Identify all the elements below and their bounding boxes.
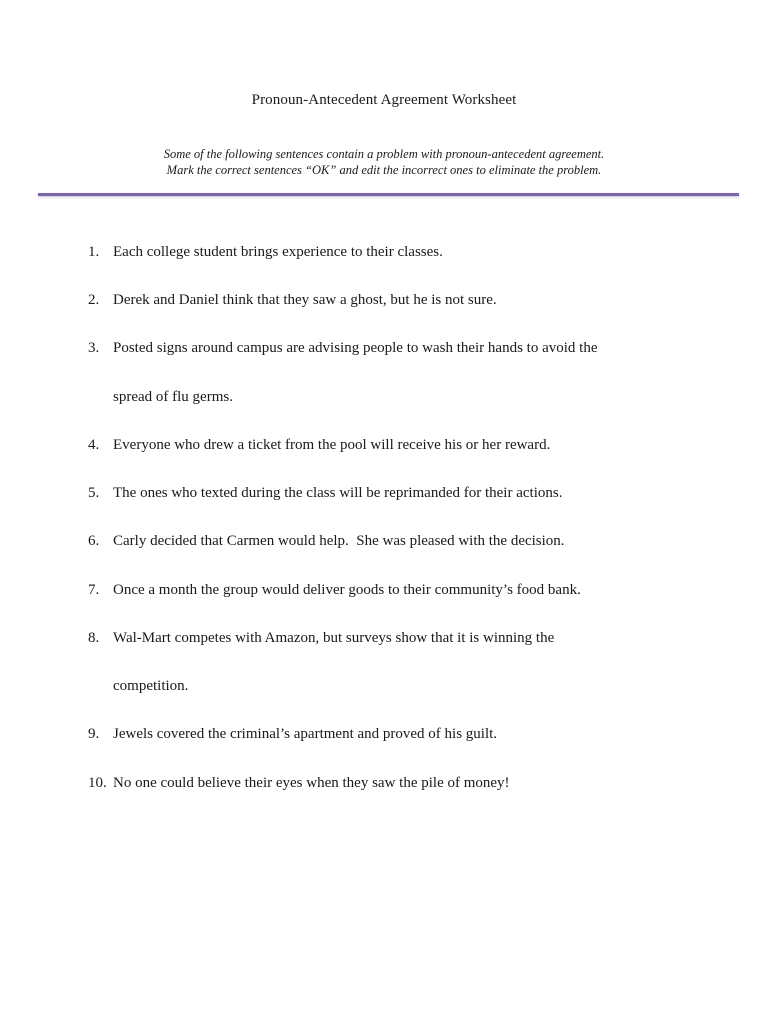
list-item — [0, 228, 768, 276]
item-sentence-line-1: No one could believe their eyes when they saw the pile of money! — [113, 774, 510, 791]
item-sentence-line-2: spread of flu germs. — [113, 388, 233, 405]
list-item — [0, 469, 768, 517]
item-sentence-line-1: Wal-Mart competes with Amazon, but surveys show that it is winning the — [113, 629, 555, 646]
item-number: 5. — [88, 485, 100, 502]
item-sentence-line-1: The ones who texted during the class will be reprimanded for their actions. — [113, 485, 563, 502]
list-item — [0, 421, 768, 469]
list-item — [0, 566, 768, 614]
list-item — [0, 759, 768, 807]
item-sentence — [113, 614, 673, 711]
item-sentence-line-1: Everyone who drew a ticket from the pool will receive his or her reward. — [113, 436, 551, 453]
item-sentence-line-2: competition. — [113, 678, 189, 695]
item-sentence — [113, 469, 673, 517]
item-sentence — [113, 324, 673, 421]
item-number: 4. — [88, 436, 100, 453]
item-number: 7. — [88, 581, 100, 598]
item-number: 10. — [88, 774, 107, 791]
instructions-line-1: Some of the following sentences contain a problem with pronoun-antecedent agreement. — [163, 147, 605, 161]
item-sentence-line-1: Posted signs around campus are advising people to wash their hands to avoid the — [113, 340, 598, 357]
item-sentence-line-1: Each college student brings experience to their classes. — [113, 243, 443, 260]
item-sentence — [113, 759, 673, 807]
item-sentence — [113, 566, 673, 614]
item-sentence-line-1: Jewels covered the criminal’s apartment and proved of his guilt. — [113, 726, 498, 743]
item-sentence — [113, 276, 673, 324]
item-number: 9. — [88, 726, 100, 743]
item-number: 2. — [88, 292, 100, 309]
header-divider — [38, 193, 739, 196]
item-sentence-line-1: Derek and Daniel think that they saw a ghost, but he is not sure. — [113, 292, 497, 309]
item-sentence-line-1: Once a month the group would deliver goods to their community’s food bank. — [113, 581, 581, 598]
list-item — [0, 710, 768, 758]
item-sentence — [113, 228, 673, 276]
item-number: 8. — [88, 629, 100, 646]
instructions — [0, 146, 768, 178]
list-item — [0, 276, 768, 324]
item-number: 3. — [88, 340, 100, 357]
list-item — [0, 517, 768, 565]
list-item — [0, 324, 768, 421]
list-item — [0, 614, 768, 711]
worksheet-title: Pronoun-Antecedent Agreement Worksheet — [251, 92, 517, 108]
item-sentence — [113, 421, 673, 469]
item-number: 6. — [88, 533, 100, 550]
item-sentence — [113, 517, 673, 565]
item-sentence-line-1: Carly decided that Carmen would help. She was pleased with the decision. — [113, 533, 565, 550]
item-number: 1. — [88, 243, 100, 260]
sentence-list — [0, 228, 768, 807]
instructions-line-2: Mark the correct sentences “OK” and edit the incorrect ones to eliminate the problem. — [166, 163, 602, 177]
item-sentence — [113, 710, 673, 758]
